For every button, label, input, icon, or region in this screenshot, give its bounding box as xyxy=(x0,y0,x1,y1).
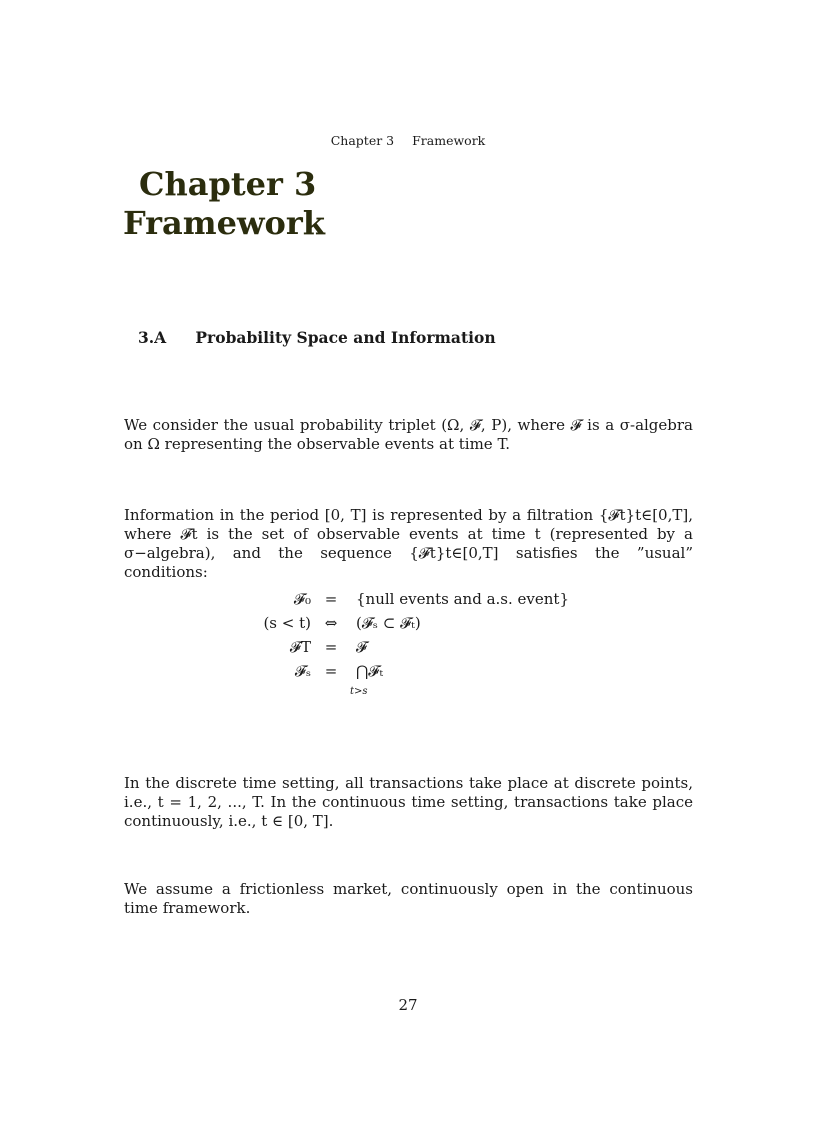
equation-row xyxy=(124,590,693,612)
equation-row xyxy=(124,662,693,684)
equation-rhs: (𝓕ₛ ⊂ 𝓕ₜ) xyxy=(356,614,421,632)
running-head-title: Framework xyxy=(412,133,486,148)
equation-operator: = xyxy=(324,590,338,608)
equation-rhs: {null events and a.s. event} xyxy=(356,590,569,608)
running-head xyxy=(0,133,816,148)
paragraph-frictionless-market: We assume a frictionless market, continuously open in the continuous time framework. xyxy=(124,880,693,917)
paragraph-time-setting: In the discrete time setting, all transactions take place at discrete points, i.e., t = 1, 2, ..., T. In the continuous time setting, transactions take place continuously, i.e., t ∈ [0, T]. xyxy=(124,774,693,830)
equation-lhs: 𝓕T xyxy=(289,638,311,656)
chapter-heading xyxy=(123,165,383,243)
paragraph-filtration: Information in the period [0, T] is represented by a filtration {𝓕t}t∈[0,T], where 𝓕t is the set of observable events at time t (represented by a σ−algebra), and the sequence {𝓕t}t∈[0,T] satisfies the ”usual” conditions: xyxy=(124,506,693,581)
equation-operator: ⇔ xyxy=(324,614,338,632)
running-head-chapter: Chapter 3 xyxy=(330,133,395,148)
chapter-heading-title: Framework xyxy=(123,204,325,242)
paragraph-probability-triplet: We consider the usual probability triplet (Ω, 𝓕, P), where 𝓕 is a σ-algebra on Ω representing the observable events at time T. xyxy=(124,416,693,453)
equation-lhs: 𝓕ₛ xyxy=(294,662,311,680)
equation-operator: = xyxy=(324,638,338,656)
equation-lhs: 𝓕₀ xyxy=(293,590,311,608)
equation-rhs: 𝓕 xyxy=(356,638,368,656)
page-number: 27 xyxy=(398,996,418,1014)
equation-lhs: (s < t) xyxy=(263,614,311,632)
section-heading xyxy=(138,328,496,347)
intersection-subscript: t>s xyxy=(350,686,368,697)
equation-row xyxy=(124,638,693,660)
chapter-heading-number: Chapter 3 xyxy=(139,165,317,203)
equation-rhs: ⋂𝓕ₜ xyxy=(356,662,384,680)
equation-row xyxy=(124,614,693,636)
equation-operator: = xyxy=(324,662,338,680)
section-number: 3.A xyxy=(138,328,167,347)
section-title: Probability Space and Information xyxy=(195,328,496,347)
